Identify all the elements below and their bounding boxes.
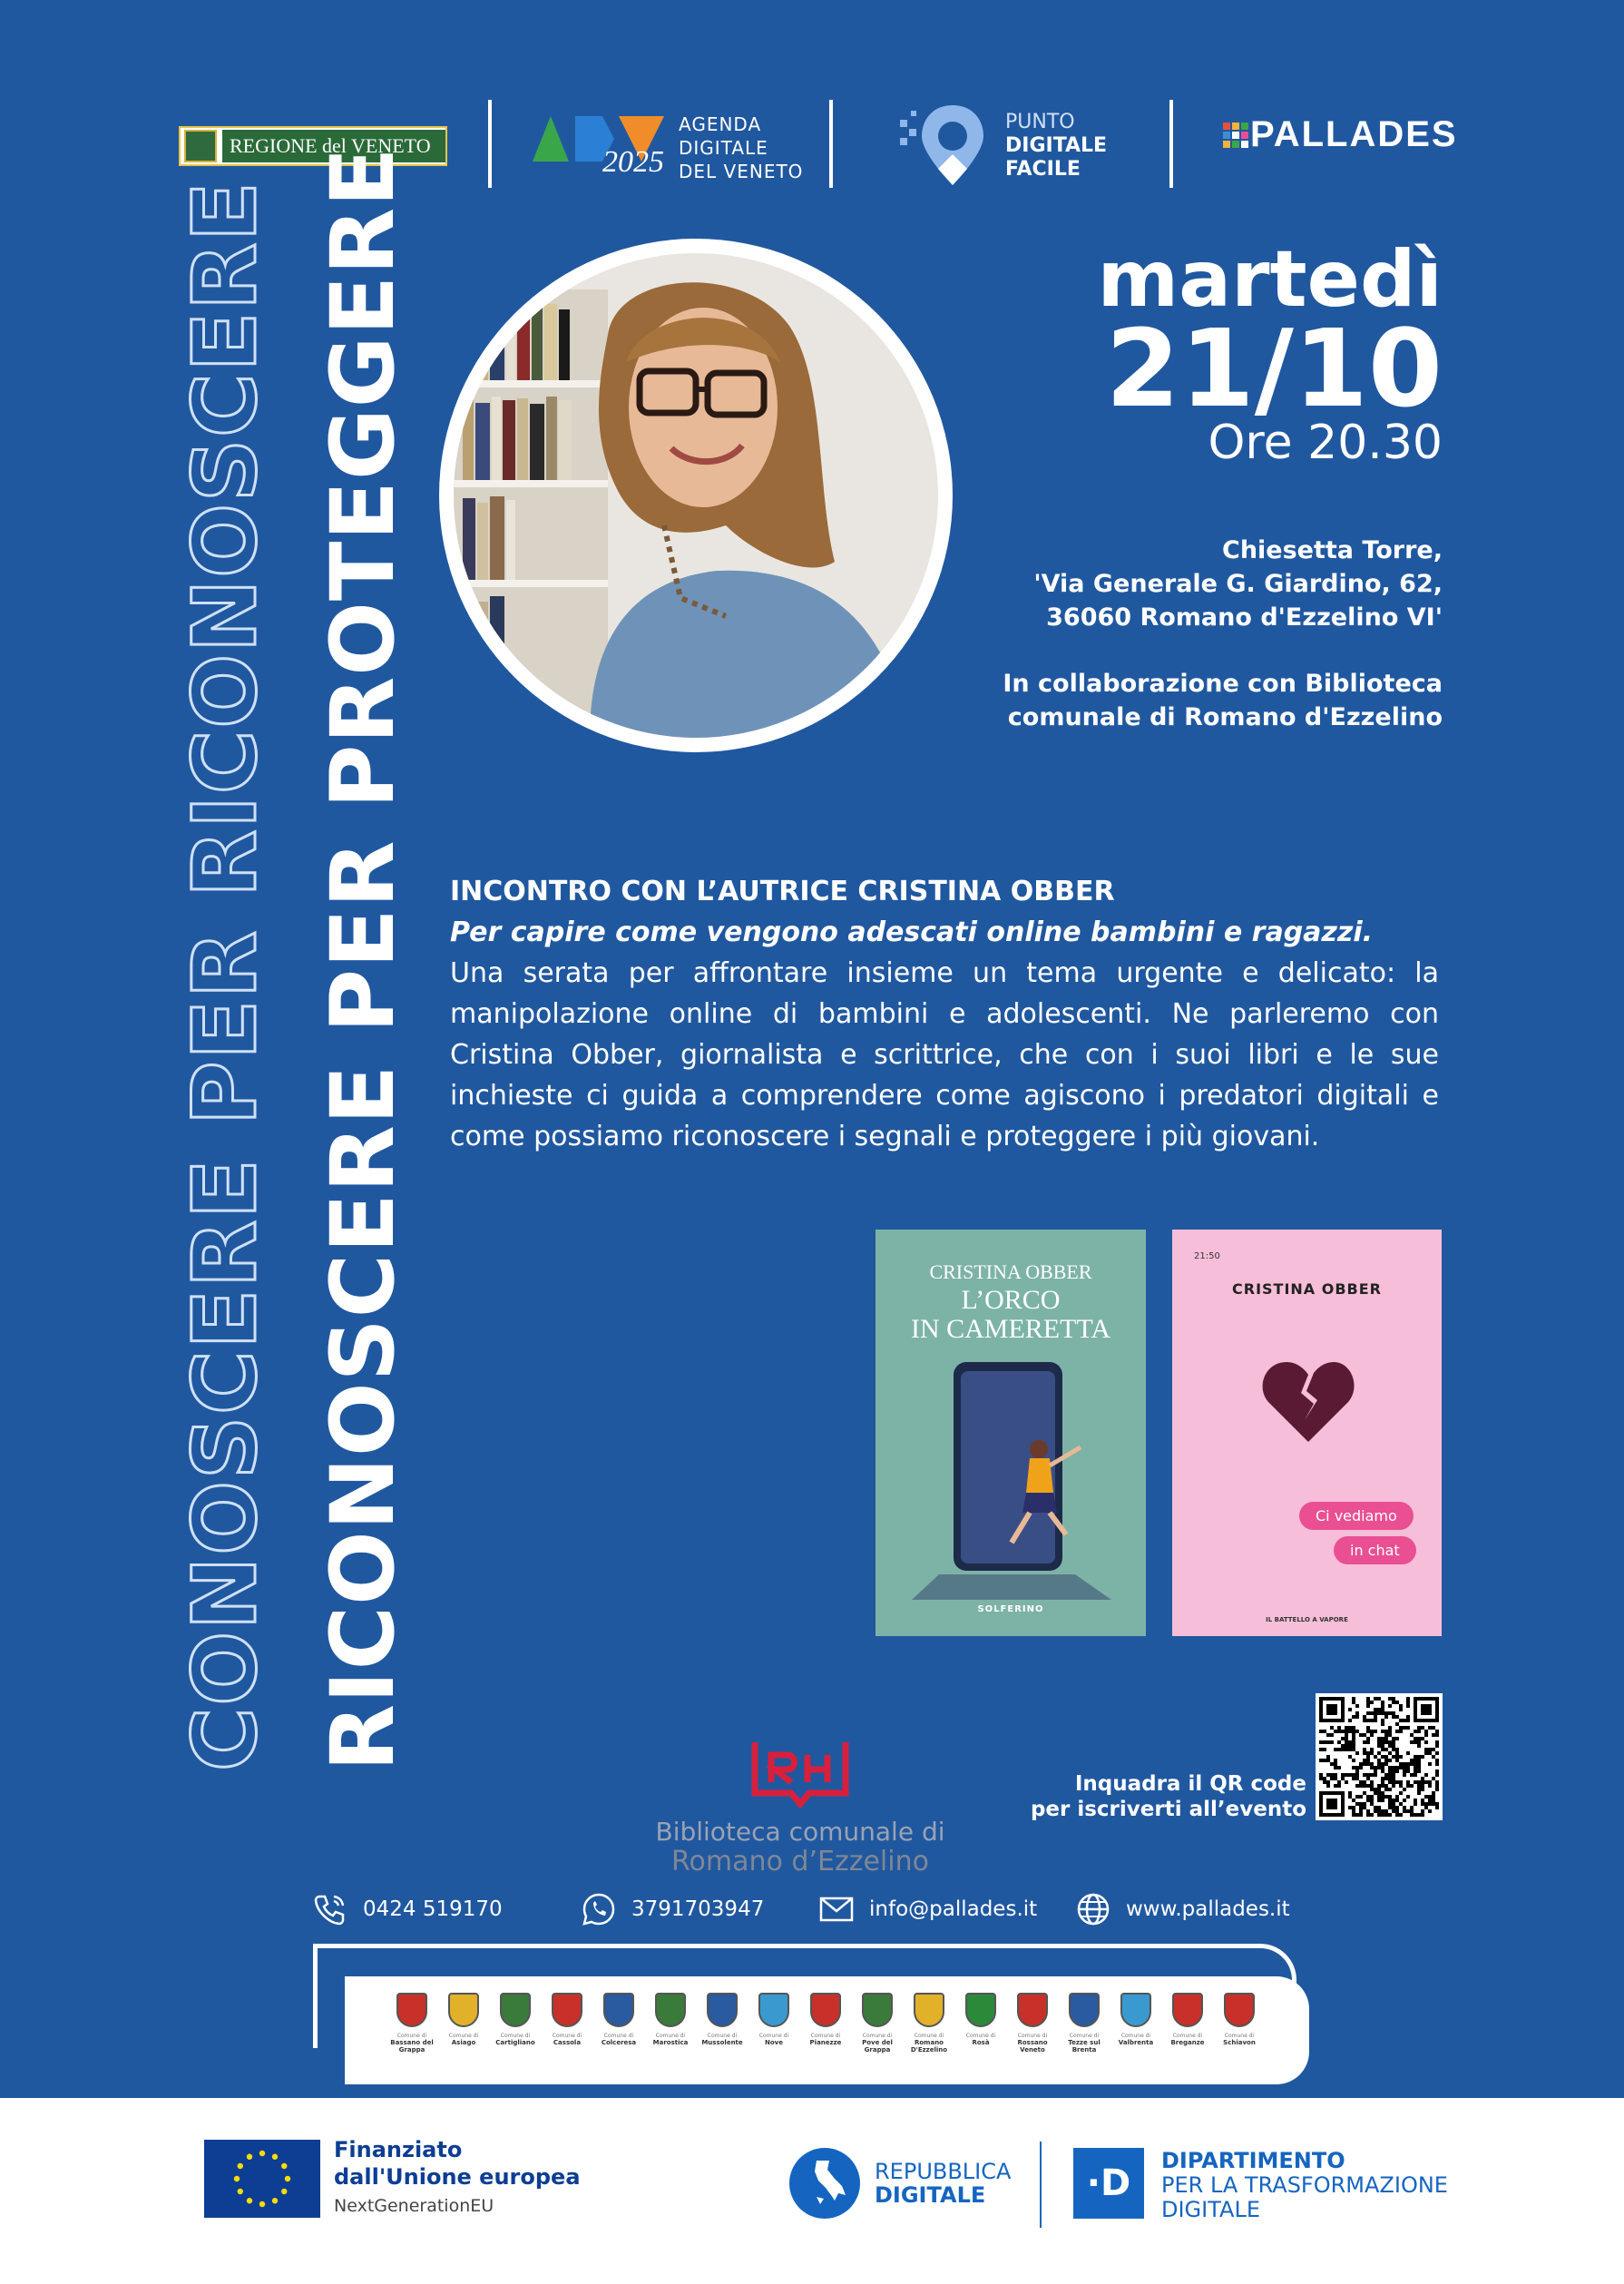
- footer-divider: [1040, 2142, 1042, 2228]
- municipality-item: [1214, 1993, 1265, 2046]
- eu-text-line: Finanziato: [334, 2137, 463, 2162]
- municipality-name: Rosà: [972, 2039, 990, 2046]
- municipality-prefix: Comune di: [448, 2033, 479, 2039]
- eu-star-icon: [281, 2189, 287, 2194]
- book2-publisher: IL BATTELLO A VAPORE: [1266, 1616, 1348, 1623]
- mail-icon: [818, 1891, 855, 1927]
- next-generation-eu: NextGenerationEU: [334, 2196, 494, 2216]
- book1-publisher: SOLFERINO: [977, 1604, 1044, 1614]
- event-time: Ore 20.30: [1208, 416, 1443, 470]
- municipality-item: [697, 1993, 748, 2046]
- municipality-name: Cartigliano: [495, 2039, 535, 2046]
- municipality-name: Asiago: [451, 2039, 476, 2046]
- municipality-prefix: Comune di: [862, 2033, 893, 2039]
- location-pin-icon: [898, 102, 989, 189]
- pallades-text: PALLADES: [1250, 114, 1458, 154]
- book-cover-chat: [1172, 1230, 1442, 1636]
- municipality-item: [438, 1993, 489, 2046]
- book1-title: [876, 1286, 1146, 1344]
- address-line: Chiesetta Torre,: [1222, 536, 1443, 564]
- email-address: info@pallades.it: [869, 1897, 1038, 1921]
- punto-line: PUNTO: [1005, 111, 1075, 133]
- whatsapp-number: 3791703947: [631, 1897, 765, 1921]
- municipality-name: Pove del Grappa: [862, 2039, 893, 2054]
- municipality-crest-icon: [1017, 1993, 1048, 2027]
- municipality-prefix: Comune di: [1069, 2033, 1100, 2039]
- municipality-crest-icon: [552, 1993, 582, 2027]
- municipality-prefix: Comune di: [810, 2033, 841, 2039]
- event-address: [1033, 534, 1443, 634]
- chat-bubble: in chat: [1334, 1536, 1416, 1564]
- eu-star-icon: [272, 2198, 278, 2203]
- municipality-item: [852, 1993, 903, 2054]
- dipartimento-text: [1161, 2149, 1448, 2222]
- municipality-prefix: Comune di: [1120, 2033, 1151, 2039]
- collab-line: In collaborazione con Biblioteca: [1003, 670, 1443, 698]
- eu-flag-icon: [204, 2140, 320, 2218]
- municipality-name: Pianezze: [809, 2039, 842, 2046]
- municipality-item: [1162, 1993, 1213, 2046]
- municipality-crest-icon: [914, 1993, 944, 2027]
- municipality-crest-icon: [707, 1993, 738, 2027]
- qr-code-image[interactable]: [1316, 1693, 1443, 1820]
- rd-line: REPUBBLICA: [875, 2159, 1012, 2184]
- event-day: martedì: [1097, 234, 1443, 325]
- municipality-name: Tezze sul Brenta: [1068, 2039, 1101, 2054]
- municipality-item: [1110, 1993, 1161, 2046]
- collab-line: comunale di Romano d'Ezzelino: [1007, 703, 1443, 731]
- pallades-pixel-icon: [1223, 123, 1248, 148]
- event-collaboration: [1003, 667, 1443, 734]
- phone-number: 0424 519170: [363, 1897, 503, 1921]
- municipality-prefix: Comune di: [965, 2033, 996, 2039]
- municipality-name: Colceresa: [601, 2039, 637, 2046]
- library-logo-icon: [751, 1739, 849, 1815]
- vertical-title-outline: CONOSCERE PER RICONOSCERE: [174, 180, 276, 1771]
- eu-star-icon: [234, 2176, 240, 2181]
- municipality-item: [542, 1993, 592, 2046]
- municipality-crest-icon: [396, 1993, 427, 2027]
- municipality-prefix: Comune di: [1224, 2033, 1255, 2039]
- contact-whatsapp[interactable]: [581, 1891, 764, 1927]
- municipality-name: Mussolente: [701, 2039, 743, 2046]
- adv-text-line: AGENDA: [679, 113, 762, 135]
- rd-line: DIGITALE: [875, 2182, 986, 2208]
- municipality-name: Valbrenta: [1118, 2039, 1154, 2046]
- municipality-item: [748, 1993, 799, 2046]
- description-subheading: Per capire come vengono adescati online bambini e ragazzi.: [450, 917, 1374, 948]
- municipality-item: [904, 1993, 954, 2054]
- municipality-name: Marostica: [652, 2039, 689, 2046]
- address-line: 'Via Generale G. Giardino, 62,: [1033, 570, 1443, 598]
- description-text: Una serata per affrontare insieme un tema urgente e delicato: la manipolazione online di bambini e adolescenti. Ne parleremo con Cristina Obber, giornalista e scrittrice, che con i suoi libri e le sue inchieste ci guida a comprendere come agiscono i predatori digitali e come possiamo riconoscere i segnali e proteggere i più giovani.: [450, 957, 1439, 1152]
- eu-star-icon: [247, 2198, 252, 2203]
- municipality-name: Rossano Veneto: [1017, 2039, 1048, 2054]
- book1-illustration-image: [903, 1357, 1120, 1602]
- municipality-prefix: Comune di: [552, 2033, 582, 2039]
- eu-star-icon: [285, 2176, 290, 2181]
- municipality-item: [593, 1993, 644, 2046]
- municipality-name: Schiavon: [1223, 2039, 1256, 2046]
- address-line: 36060 Romano d'Ezzelino VI': [1046, 603, 1443, 632]
- municipality-crest-icon: [1172, 1993, 1203, 2027]
- contact-website[interactable]: [1075, 1891, 1290, 1927]
- municipality-crest-icon: [810, 1993, 841, 2027]
- header-divider: [829, 100, 833, 188]
- adv-text-line: DEL VENETO: [679, 161, 804, 182]
- phone-icon: [312, 1891, 348, 1927]
- municipality-crest-icon: [758, 1993, 789, 2027]
- chat-bubble: Ci vediamo: [1299, 1502, 1414, 1530]
- municipality-crest-icon: [655, 1993, 686, 2027]
- eu-star-icon: [238, 2189, 243, 2194]
- municipality-name: Bassano del Grappa: [390, 2039, 434, 2054]
- adv-text-line: DIGITALE: [679, 137, 768, 159]
- library-name-line1: Biblioteca comunale di: [655, 1817, 945, 1847]
- municipality-item: [490, 1993, 541, 2046]
- municipality-name: Breganze: [1170, 2039, 1205, 2046]
- eu-star-icon: [238, 2163, 243, 2169]
- municipality-prefix: Comune di: [914, 2033, 944, 2039]
- library-name-line2: Romano d’Ezzelino: [671, 1846, 929, 1877]
- event-date: 21/10: [1105, 306, 1443, 431]
- dtd-line: DIPARTIMENTO: [1161, 2148, 1345, 2173]
- book1-title-line: IN CAMERETTA: [910, 1314, 1111, 1344]
- punto-line: DIGITALE: [1005, 134, 1108, 157]
- whatsapp-icon: [581, 1891, 617, 1927]
- globe-icon: [1075, 1891, 1111, 1927]
- municipality-item: [386, 1993, 437, 2054]
- book-cover-orco: [876, 1230, 1146, 1636]
- dtd-logo-icon: ·D: [1073, 2148, 1144, 2219]
- municipality-prefix: Comune di: [707, 2033, 738, 2039]
- eu-funding-text: [334, 2136, 581, 2191]
- municipality-item: [645, 1993, 696, 2046]
- book1-author: CRISTINA OBBER: [929, 1260, 1092, 1283]
- author-photo-image: [454, 253, 938, 738]
- dtd-line: PER LA TRASFORMAZIONE: [1161, 2172, 1448, 2198]
- adv-text: [679, 113, 803, 183]
- municipality-item: [1059, 1993, 1110, 2054]
- municipality-item: [800, 1993, 851, 2046]
- punto-line: FACILE: [1005, 158, 1081, 181]
- qr-text-line: Inquadra il QR code: [1074, 1772, 1306, 1796]
- book2-phone-time: 21:50: [1194, 1251, 1220, 1261]
- author-portrait: [439, 239, 953, 752]
- municipality-crest-icon: [1224, 1993, 1255, 2027]
- municipality-prefix: Comune di: [655, 2033, 686, 2039]
- eu-text-line: dall'Unione europea: [334, 2164, 581, 2190]
- eu-star-icon: [272, 2154, 278, 2160]
- municipality-crest-icon: [500, 1993, 531, 2027]
- qr-instruction: [1031, 1771, 1306, 1822]
- municipality-prefix: Comune di: [758, 2033, 789, 2039]
- regione-veneto-text: REGIONE del VENETO: [222, 130, 445, 162]
- municipality-crest-icon: [1120, 1993, 1151, 2027]
- dtd-line: DIGITALE: [1161, 2197, 1260, 2222]
- event-description: [450, 871, 1439, 1157]
- municipality-name: Cassola: [553, 2039, 582, 2046]
- municipality-prefix: Comune di: [603, 2033, 634, 2039]
- eu-star-icon: [259, 2201, 265, 2207]
- municipality-crest-icon: [603, 1993, 634, 2027]
- municipality-name: Nove: [765, 2039, 783, 2046]
- header-divider: [488, 100, 492, 188]
- eu-star-icon: [247, 2154, 252, 2160]
- book2-author: CRISTINA OBBER: [1232, 1280, 1382, 1298]
- municipality-crest-icon: [448, 1993, 479, 2027]
- municipality-item: [1007, 1993, 1058, 2054]
- eu-star-icon: [259, 2151, 265, 2156]
- eu-star-icon: [281, 2163, 287, 2169]
- municipality-crest-icon: [1069, 1993, 1100, 2027]
- municipality-crest-icon: [965, 1993, 996, 2027]
- header-divider: [1169, 100, 1173, 188]
- website-url: www.pallades.it: [1126, 1897, 1290, 1921]
- book1-title-line: L’ORCO: [961, 1285, 1061, 1315]
- municipality-crest-icon: [862, 1993, 893, 2027]
- punto-digitale-facile-text: [1005, 111, 1107, 181]
- municipality-prefix: Comune di: [1017, 2033, 1048, 2039]
- qr-code-pattern: [1319, 1697, 1439, 1817]
- municipality-prefix: Comune di: [396, 2033, 427, 2039]
- municipality-prefix: Comune di: [500, 2033, 531, 2039]
- repubblica-digitale-italy-icon: [789, 2148, 860, 2219]
- municipality-item: [955, 1993, 1006, 2046]
- repubblica-digitale-text: [875, 2160, 1011, 2207]
- contact-email[interactable]: [818, 1891, 1037, 1927]
- municipality-name: Romano D'Ezzelino: [910, 2039, 948, 2054]
- adv-year: 2025: [602, 145, 664, 179]
- description-heading: INCONTRO CON L’AUTRICE CRISTINA OBBER: [450, 876, 1115, 907]
- broken-heart-icon: [1261, 1357, 1355, 1444]
- qr-text-line: per iscriverti all’evento: [1030, 1798, 1306, 1821]
- regione-shield-icon: [184, 130, 217, 162]
- contact-phone[interactable]: [312, 1891, 503, 1927]
- pallades-logo: [1223, 114, 1458, 155]
- municipality-prefix: Comune di: [1172, 2033, 1203, 2039]
- vertical-title-solid: RICONOSCERE PER PROTEGGERE: [312, 146, 414, 1771]
